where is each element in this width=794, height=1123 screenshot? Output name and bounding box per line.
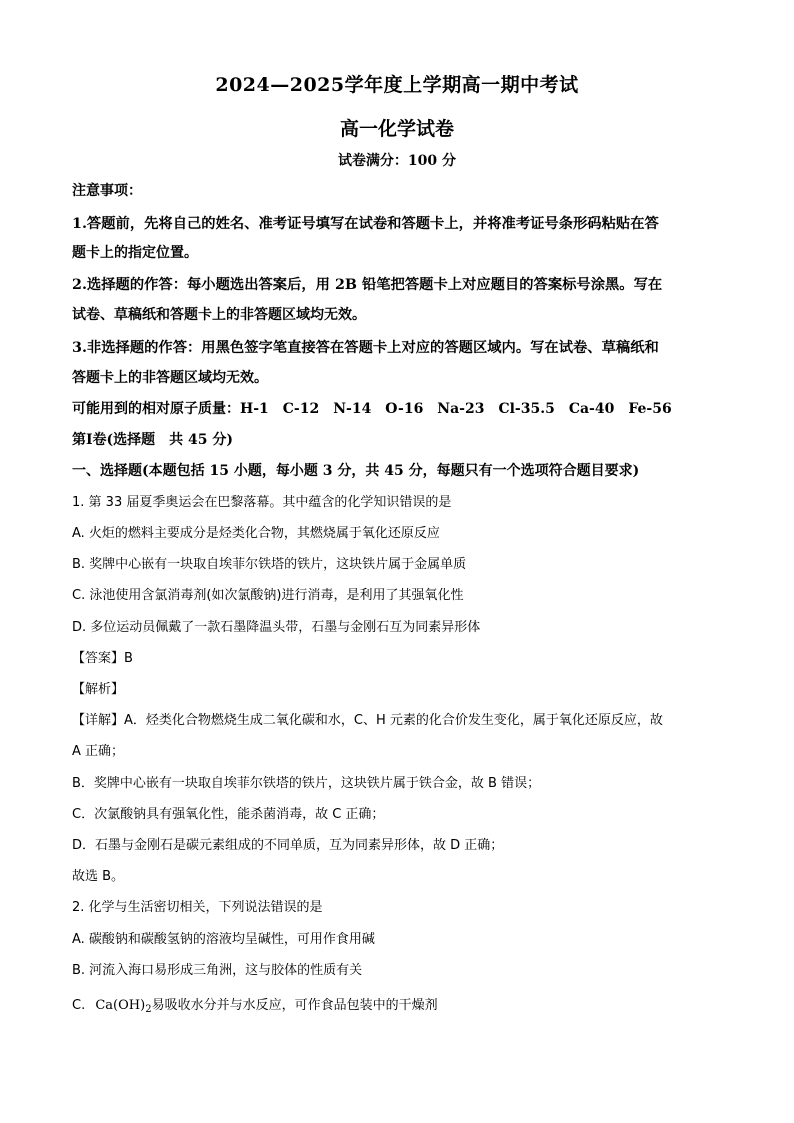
q2-stem: 2. 化学与生活密切相关，下列说法错误的是 bbox=[72, 900, 323, 915]
q1-detail-b: B．奖牌中心嵌有一块取自埃菲尔铁塔的铁片，这块铁片属于铁合金，故 B 错误； bbox=[72, 776, 541, 791]
notice-item-1-line-2: 题卡上的指定位置。 bbox=[72, 245, 198, 261]
q2-option-c-letter: C. bbox=[72, 998, 86, 1013]
q1-detail-line-1: 【详解】A．烃类化合物燃烧生成二氧化碳和水，C、H 元素的化合价发生变化，属于氧化还原反应，故 bbox=[72, 713, 663, 728]
full-score: 试卷满分：100 分 bbox=[337, 153, 457, 169]
q1-analysis-heading: 【解析】 bbox=[72, 682, 125, 697]
q1-stem: 1. 第 33 届夏季奥运会在巴黎落幕。其中蕴含的化学知识错误的是 bbox=[72, 495, 452, 510]
q2-option-c-text: 易吸收水分并与水反应，可作食品包装中的干燥剂 bbox=[151, 998, 438, 1013]
notice-item-3-line-1: 3.非选择题的作答：用黑色签字笔直接答在答题卡上对应的答题区域内。写在试卷、草稿纸和 bbox=[72, 340, 659, 356]
section-instructions: 一、选择题(本题包括 15 小题，每小题 3 分，共 45 分，每题只有一个选项符合题目要求) bbox=[72, 463, 640, 479]
q1-detail-c: C．次氯酸钠具有强氧化性，能杀菌消毒，故 C 正确； bbox=[72, 807, 385, 822]
q1-option-d: D. 多位运动员佩戴了一款石墨降温头带，石墨与金刚石互为同素异形体 bbox=[72, 620, 481, 635]
notice-item-2-line-2: 试卷、草稿纸和答题卡上的非答题区域均无效。 bbox=[72, 307, 366, 323]
atomic-masses: 可能用到的相对原子质量：H-1 C-12 N-14 O-16 Na-23 Cl-35.5 Ca-40 Fe-56 bbox=[72, 401, 672, 417]
notice-item-2-line-1: 2.选择题的作答：每小题选出答案后，用 2B 铅笔把答题卡上对应题目的答案标号涂黑。写在 bbox=[72, 277, 663, 293]
q1-answer: 【答案】B bbox=[72, 651, 133, 666]
q2-option-c bbox=[72, 998, 438, 1018]
q1-detail-line-2: A 正确； bbox=[72, 744, 125, 759]
exam-subtitle: 高一化学试卷 bbox=[339, 118, 454, 140]
q1-detail-d: D．石墨与金刚石是碳元素组成的不同单质，互为同素异形体，故 D 正确； bbox=[72, 838, 504, 853]
q2-option-c-subscript: 2 bbox=[145, 1004, 152, 1015]
q1-option-a: A. 火炬的燃料主要成分是烃类化合物，其燃烧属于氧化还原反应 bbox=[72, 526, 440, 541]
q1-option-b: B. 奖牌中心嵌有一块取自埃菲尔铁塔的铁片，这块铁片属于金属单质 bbox=[72, 557, 467, 572]
notice-heading: 注意事项： bbox=[72, 183, 142, 199]
notice-item-1-line-1: 1.答题前，先将自己的姓名、准考证号填写在试卷和答题卡上，并将准考证号条形码粘贴在答 bbox=[72, 216, 659, 232]
q1-option-c: C. 泳池使用含氯消毒剂(如次氯酸钠)进行消毒，是利用了其强氧化性 bbox=[72, 588, 464, 603]
q2-option-c-formula: Ca(OH) bbox=[95, 998, 146, 1013]
q2-option-a: A. 碳酸钠和碳酸氢钠的溶液均呈碱性，可用作食用碱 bbox=[72, 932, 375, 947]
exam-title: 2024—2025学年度上学期高一期中考试 bbox=[215, 74, 579, 96]
q1-conclusion: 故选 B。 bbox=[72, 869, 125, 884]
q2-option-b: B. 河流入海口易形成三角洲，这与胶体的性质有关 bbox=[72, 963, 363, 978]
part-title: 第Ⅰ卷(选择题 共 45 分) bbox=[72, 432, 234, 448]
notice-item-3-line-2: 答题卡上的非答题区域均无效。 bbox=[72, 370, 268, 386]
